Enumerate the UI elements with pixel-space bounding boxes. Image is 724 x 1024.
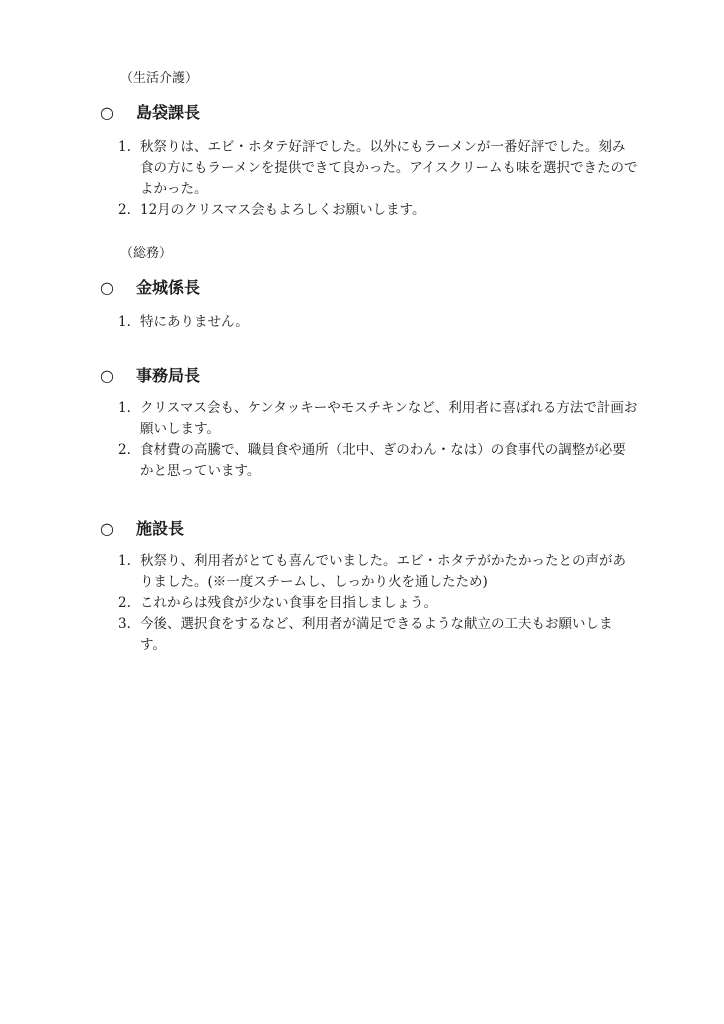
item-text: 今後、選択食をするなど、利用者が満足できるような献立の工夫もお願いします。 [140,616,613,653]
remarks-list [118,137,638,221]
item-text: 特にありません。 [140,314,249,330]
item-number: 3. [118,616,131,632]
item-text: 秋祭りは、エビ・ホタテ好評でした。以外にもラーメンが一番好評でした。刻み食の方にもラーメンを提供できて良かった。アイスクリームも味を選択できたのでよかった。 [140,139,638,197]
circle-bullet-icon: ○ [100,103,114,122]
section-title: 事務局長 [136,366,201,385]
circle-bullet-icon: ○ [100,519,114,538]
section-title: 施設長 [136,519,185,538]
list-item [118,398,638,440]
circle-bullet-icon: ○ [100,366,114,385]
item-text: これからは残食が少ない食事を目指しましょう。 [140,595,437,611]
item-text: 秋祭り、利用者がとても喜んでいました。エビ・ホタテがかたかったとの声がありました。(※一度スチームし、しっかり火を通したため) [140,553,626,590]
remarks-list [118,312,638,333]
remarks-list [118,398,638,482]
list-item [118,200,638,221]
list-item [118,614,638,656]
list-item [118,312,638,333]
section-heading [100,365,200,387]
item-number: 1. [118,139,131,155]
section-heading [100,518,184,540]
item-number: 2. [118,202,131,218]
section-heading [100,277,200,299]
item-text: 12月のクリスマス会もよろしくお願いします。 [140,202,426,218]
section-title: 島袋課長 [136,103,201,122]
circle-bullet-icon: ○ [100,278,114,297]
item-number: 1. [118,400,131,416]
list-item [118,551,638,593]
item-number: 1. [118,314,131,330]
list-item [118,137,638,200]
section-title: 金城係長 [136,278,201,297]
section-heading [100,102,200,124]
item-number: 2. [118,442,131,458]
item-text: 食材費の高騰で、職員食や通所（北中、ぎのわん・なは）の食事代の調整が必要かと思っています。 [140,442,626,479]
list-item [118,593,638,614]
item-number: 2. [118,595,131,611]
item-number: 1. [118,553,131,569]
remarks-list [118,551,638,656]
department-label: （生活介護） [120,71,199,86]
department-label: （総務） [120,246,173,261]
item-text: クリスマス会も、ケンタッキーやモスチキンなど、利用者に喜ばれる方法で計画お願いします。 [140,400,638,437]
list-item [118,440,638,482]
